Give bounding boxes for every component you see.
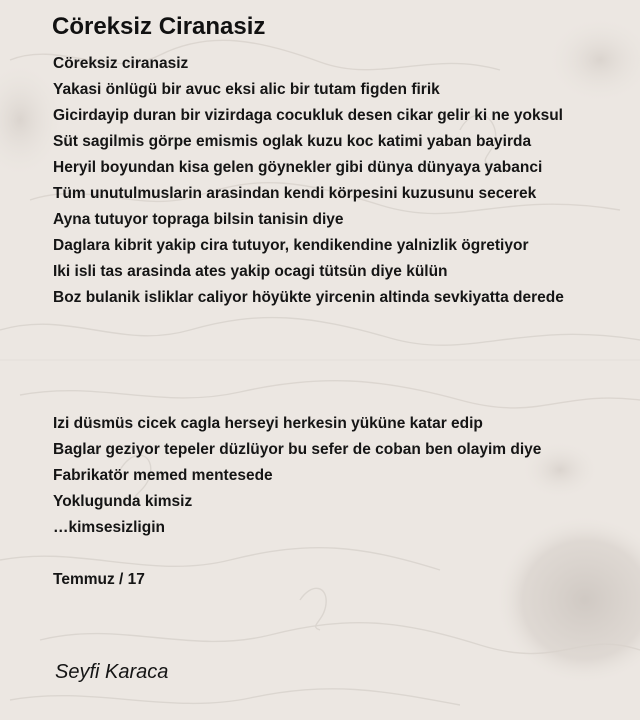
poem-line: Süt sagilmis görpe emismis oglak kuzu koc katimi yaban bayirda	[53, 133, 532, 150]
poem-author: Seyfi Karaca	[55, 661, 169, 683]
poem-line: Cöreksiz ciranasiz	[53, 55, 189, 72]
poem-line: Gicirdayip duran bir vizirdaga cocukluk desen cikar gelir ki ne yoksul	[53, 107, 563, 124]
poem-line: Tüm unutulmuslarin arasindan kendi körpesini kuzusunu secerek	[53, 185, 537, 202]
poem-line: Iki isli tas arasinda ates yakip ocagi tütsün diye külün	[53, 263, 448, 280]
poem-line: Heryil boyundan kisa gelen göynekler gibi dünya dünyaya yabanci	[53, 159, 543, 176]
poem-line: Fabrikatör memed mentesede	[53, 467, 273, 484]
poem-line: Baglar geziyor tepeler düzlüyor bu sefer de coban ben olayim diye	[53, 441, 542, 458]
poem-line: Yakasi önlügü bir avuc eksi alic bir tutam figden firik	[53, 81, 440, 98]
stanza-1	[53, 51, 564, 311]
poem-line: Yoklugunda kimsiz	[53, 493, 193, 510]
stanza-2	[53, 411, 541, 541]
poem-title: Cöreksiz Ciranasiz	[52, 13, 266, 40]
poem-line: Izi düsmüs cicek cagla herseyi herkesin yüküne katar edip	[53, 415, 483, 432]
poem-line: Ayna tutuyor topraga bilsin tanisin diye	[53, 211, 344, 228]
poem-line: Boz bulanik isliklar caliyor höyükte yircenin altinda sevkiyatta derede	[53, 289, 564, 306]
poem-line: …kimsesizligin	[53, 519, 165, 536]
poem-date: Temmuz / 17	[53, 571, 145, 588]
poem-line: Daglara kibrit yakip cira tutuyor, kendikendine yalnizlik ögretiyor	[53, 237, 529, 254]
